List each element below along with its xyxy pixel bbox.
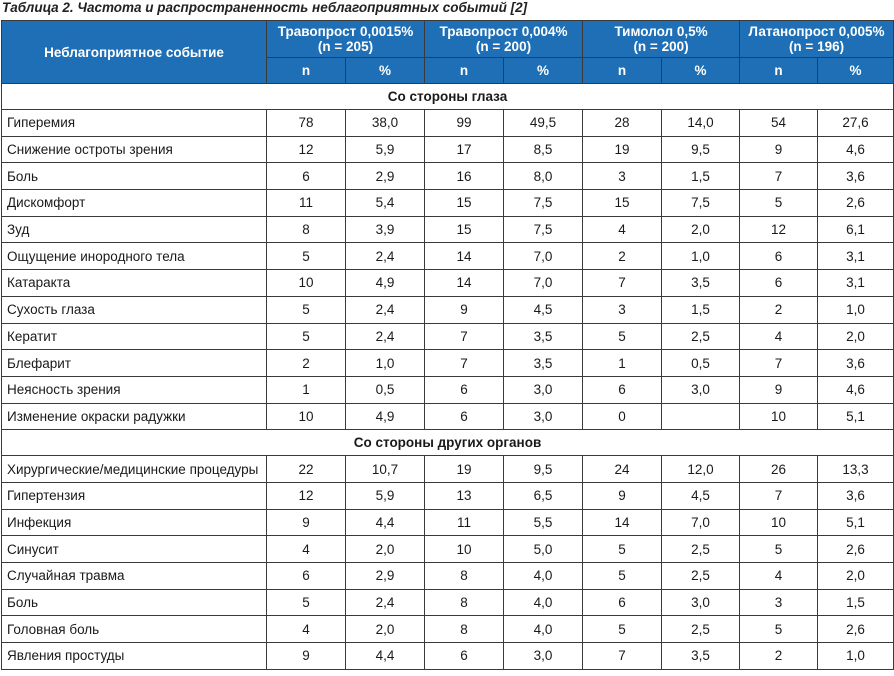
count-cell: 9	[740, 376, 818, 403]
percent-cell: 4,5	[662, 482, 740, 509]
count-cell: 99	[425, 110, 504, 137]
percent-cell: 10,7	[346, 456, 425, 483]
percent-cell: 3,5	[662, 270, 740, 297]
percent-cell: 9,5	[662, 136, 740, 163]
percent-cell: 4,0	[504, 563, 583, 590]
column-header-group: Тимолол 0,5% (n = 200)	[583, 21, 740, 58]
count-cell: 26	[740, 456, 818, 483]
count-cell: 10	[740, 403, 818, 430]
percent-cell: 0,5	[346, 376, 425, 403]
event-name-cell: Кератит	[2, 323, 267, 350]
count-cell: 5	[583, 323, 662, 350]
count-cell: 9	[740, 136, 818, 163]
percent-cell: 8,0	[504, 163, 583, 190]
percent-cell: 3,1	[818, 243, 894, 270]
percent-cell: 3,9	[346, 216, 425, 243]
count-cell: 5	[740, 616, 818, 643]
percent-cell: 27,6	[818, 110, 894, 137]
percent-cell: 3,6	[818, 482, 894, 509]
count-cell: 8	[425, 616, 504, 643]
table-row	[2, 403, 894, 430]
count-cell: 15	[583, 190, 662, 217]
percent-cell: 7,0	[662, 509, 740, 536]
percent-cell: 3,5	[504, 323, 583, 350]
subheader-n: n	[740, 58, 818, 84]
count-cell: 12	[267, 136, 346, 163]
count-cell: 11	[425, 509, 504, 536]
event-name-cell: Инфекция	[2, 509, 267, 536]
count-cell: 1	[583, 350, 662, 377]
section-title: Со стороны других органов	[2, 430, 894, 456]
count-cell: 15	[425, 216, 504, 243]
percent-cell: 5,5	[504, 509, 583, 536]
event-name-cell: Снижение остроты зрения	[2, 136, 267, 163]
count-cell: 12	[740, 216, 818, 243]
event-name-cell: Блефарит	[2, 350, 267, 377]
percent-cell: 2,4	[346, 589, 425, 616]
table-caption: Таблица 2. Частота и распространенность неблагоприятных событий [2]	[2, 0, 528, 15]
percent-cell: 7,5	[504, 190, 583, 217]
section-row	[2, 84, 894, 110]
count-cell: 8	[425, 589, 504, 616]
section-title: Со стороны глаза	[2, 84, 894, 110]
event-name-cell: Случайная травма	[2, 563, 267, 590]
subheader-percent: %	[662, 58, 740, 84]
table-row	[2, 616, 894, 643]
count-cell: 6	[740, 270, 818, 297]
percent-cell: 3,6	[818, 350, 894, 377]
percent-cell: 4,0	[504, 589, 583, 616]
event-name-cell: Изменение окраски радужки	[2, 403, 267, 430]
count-cell: 2	[267, 350, 346, 377]
percent-cell: 7,0	[504, 270, 583, 297]
count-cell: 4	[740, 323, 818, 350]
percent-cell: 4,4	[346, 643, 425, 670]
percent-cell: 14,0	[662, 110, 740, 137]
column-header-group: Латанопрост 0,005% (n = 196)	[740, 21, 894, 58]
percent-cell: 1,5	[662, 296, 740, 323]
count-cell: 6	[425, 376, 504, 403]
count-cell: 5	[740, 190, 818, 217]
table-row	[2, 456, 894, 483]
count-cell: 4	[740, 563, 818, 590]
count-cell: 13	[425, 482, 504, 509]
percent-cell: 3,0	[504, 376, 583, 403]
count-cell: 10	[425, 536, 504, 563]
table-row	[2, 243, 894, 270]
percent-cell: 3,0	[504, 403, 583, 430]
count-cell: 54	[740, 110, 818, 137]
percent-cell: 4,0	[504, 616, 583, 643]
column-header-group: Травопрост 0,0015% (n = 205)	[267, 21, 425, 58]
count-cell: 5	[740, 536, 818, 563]
count-cell: 2	[583, 243, 662, 270]
count-cell: 5	[583, 616, 662, 643]
header-row-groups	[2, 21, 894, 58]
table-row	[2, 136, 894, 163]
adverse-events-table	[1, 20, 894, 670]
percent-cell: 1,5	[662, 163, 740, 190]
percent-cell: 3,0	[504, 643, 583, 670]
count-cell: 28	[583, 110, 662, 137]
percent-cell: 2,0	[346, 616, 425, 643]
count-cell: 6	[267, 563, 346, 590]
count-cell: 22	[267, 456, 346, 483]
percent-cell: 2,6	[818, 190, 894, 217]
count-cell: 7	[740, 350, 818, 377]
percent-cell: 3,6	[818, 163, 894, 190]
count-cell: 8	[425, 563, 504, 590]
event-name-cell: Боль	[2, 589, 267, 616]
count-cell: 8	[267, 216, 346, 243]
percent-cell: 2,4	[346, 243, 425, 270]
percent-cell: 6,1	[818, 216, 894, 243]
count-cell: 5	[267, 589, 346, 616]
count-cell: 19	[583, 136, 662, 163]
count-cell: 7	[425, 323, 504, 350]
count-cell: 7	[740, 163, 818, 190]
percent-cell: 4,9	[346, 270, 425, 297]
percent-cell: 4,9	[346, 403, 425, 430]
table-row	[2, 482, 894, 509]
table-row	[2, 563, 894, 590]
count-cell: 6	[583, 589, 662, 616]
count-cell: 7	[740, 482, 818, 509]
event-name-cell: Неясность зрения	[2, 376, 267, 403]
count-cell: 0	[583, 403, 662, 430]
count-cell: 1	[267, 376, 346, 403]
count-cell: 14	[583, 509, 662, 536]
event-name-cell: Хирургические/медицинские процедуры	[2, 456, 267, 483]
percent-cell: 12,0	[662, 456, 740, 483]
event-name-cell: Явления простуды	[2, 643, 267, 670]
count-cell: 5	[583, 563, 662, 590]
count-cell: 9	[267, 509, 346, 536]
event-name-cell: Синусит	[2, 536, 267, 563]
event-name-cell: Гипертензия	[2, 482, 267, 509]
percent-cell: 2,4	[346, 323, 425, 350]
count-cell: 17	[425, 136, 504, 163]
count-cell: 10	[740, 509, 818, 536]
subheader-percent: %	[346, 58, 425, 84]
subheader-n: n	[267, 58, 346, 84]
percent-cell: 5,1	[818, 509, 894, 536]
count-cell: 10	[267, 270, 346, 297]
table-row	[2, 190, 894, 217]
event-name-cell: Сухость глаза	[2, 296, 267, 323]
subheader-n: n	[583, 58, 662, 84]
percent-cell: 7,5	[504, 216, 583, 243]
count-cell: 19	[425, 456, 504, 483]
table-row	[2, 350, 894, 377]
percent-cell: 5,4	[346, 190, 425, 217]
percent-cell: 4,5	[504, 296, 583, 323]
percent-cell: 13,3	[818, 456, 894, 483]
count-cell: 4	[267, 536, 346, 563]
table-row	[2, 376, 894, 403]
table-body	[2, 84, 894, 670]
count-cell: 15	[425, 190, 504, 217]
percent-cell: 4,6	[818, 376, 894, 403]
percent-cell: 7,0	[504, 243, 583, 270]
percent-cell: 2,5	[662, 616, 740, 643]
count-cell: 14	[425, 243, 504, 270]
count-cell: 3	[740, 589, 818, 616]
table-row	[2, 163, 894, 190]
count-cell: 9	[583, 482, 662, 509]
count-cell: 3	[583, 296, 662, 323]
section-row	[2, 430, 894, 456]
subheader-n: n	[425, 58, 504, 84]
percent-cell: 6,5	[504, 482, 583, 509]
count-cell: 4	[267, 616, 346, 643]
percent-cell: 1,0	[346, 350, 425, 377]
count-cell: 4	[583, 216, 662, 243]
percent-cell: 2,6	[818, 616, 894, 643]
count-cell: 11	[267, 190, 346, 217]
percent-cell: 1,0	[662, 243, 740, 270]
table-row	[2, 509, 894, 536]
percent-cell: 2,9	[346, 163, 425, 190]
count-cell: 78	[267, 110, 346, 137]
percent-cell: 1,0	[818, 643, 894, 670]
percent-cell: 5,0	[504, 536, 583, 563]
count-cell: 6	[425, 643, 504, 670]
percent-cell: 7,5	[662, 190, 740, 217]
percent-cell: 2,0	[818, 563, 894, 590]
percent-cell: 2,5	[662, 536, 740, 563]
percent-cell: 2,5	[662, 323, 740, 350]
table-row	[2, 110, 894, 137]
event-name-cell: Катаракта	[2, 270, 267, 297]
count-cell: 5	[267, 243, 346, 270]
count-cell: 2	[740, 643, 818, 670]
event-name-cell: Ощущение инородного тела	[2, 243, 267, 270]
percent-cell: 2,0	[346, 536, 425, 563]
event-name-cell: Головная боль	[2, 616, 267, 643]
count-cell: 3	[583, 163, 662, 190]
count-cell: 9	[267, 643, 346, 670]
count-cell: 9	[425, 296, 504, 323]
count-cell: 6	[267, 163, 346, 190]
percent-cell: 4,6	[818, 136, 894, 163]
subheader-percent: %	[504, 58, 583, 84]
event-name-cell: Гиперемия	[2, 110, 267, 137]
count-cell: 2	[740, 296, 818, 323]
percent-cell: 2,5	[662, 563, 740, 590]
percent-cell: 2,0	[662, 216, 740, 243]
percent-cell: 1,5	[818, 589, 894, 616]
percent-cell: 2,6	[818, 536, 894, 563]
event-name-cell: Зуд	[2, 216, 267, 243]
count-cell: 6	[740, 243, 818, 270]
percent-cell: 49,5	[504, 110, 583, 137]
percent-cell: 3,5	[504, 350, 583, 377]
event-name-cell: Дискомфорт	[2, 190, 267, 217]
table-row	[2, 323, 894, 350]
count-cell: 5	[267, 296, 346, 323]
column-header-group: Травопрост 0,004% (n = 200)	[425, 21, 583, 58]
table-row	[2, 536, 894, 563]
count-cell: 6	[583, 376, 662, 403]
count-cell: 16	[425, 163, 504, 190]
percent-cell: 2,9	[346, 563, 425, 590]
percent-cell: 5,1	[818, 403, 894, 430]
table-row	[2, 589, 894, 616]
count-cell: 6	[425, 403, 504, 430]
count-cell: 14	[425, 270, 504, 297]
count-cell: 12	[267, 482, 346, 509]
table-row	[2, 216, 894, 243]
table-row	[2, 296, 894, 323]
percent-cell: 8,5	[504, 136, 583, 163]
count-cell: 7	[583, 270, 662, 297]
table-row	[2, 643, 894, 670]
column-header-event: Неблагоприятное событие	[2, 21, 267, 84]
count-cell: 5	[583, 536, 662, 563]
percent-cell: 0,5	[662, 350, 740, 377]
event-name-cell: Боль	[2, 163, 267, 190]
percent-cell: 3,5	[662, 643, 740, 670]
percent-cell: 9,5	[504, 456, 583, 483]
count-cell: 5	[267, 323, 346, 350]
table-row	[2, 270, 894, 297]
percent-cell: 2,4	[346, 296, 425, 323]
percent-cell: 1,0	[818, 296, 894, 323]
percent-cell	[662, 403, 740, 430]
count-cell: 7	[425, 350, 504, 377]
count-cell: 24	[583, 456, 662, 483]
percent-cell: 4,4	[346, 509, 425, 536]
count-cell: 10	[267, 403, 346, 430]
percent-cell: 3,1	[818, 270, 894, 297]
percent-cell: 5,9	[346, 482, 425, 509]
count-cell: 7	[583, 643, 662, 670]
subheader-percent: %	[818, 58, 894, 84]
percent-cell: 2,0	[818, 323, 894, 350]
percent-cell: 5,9	[346, 136, 425, 163]
percent-cell: 3,0	[662, 589, 740, 616]
percent-cell: 38,0	[346, 110, 425, 137]
percent-cell: 3,0	[662, 376, 740, 403]
